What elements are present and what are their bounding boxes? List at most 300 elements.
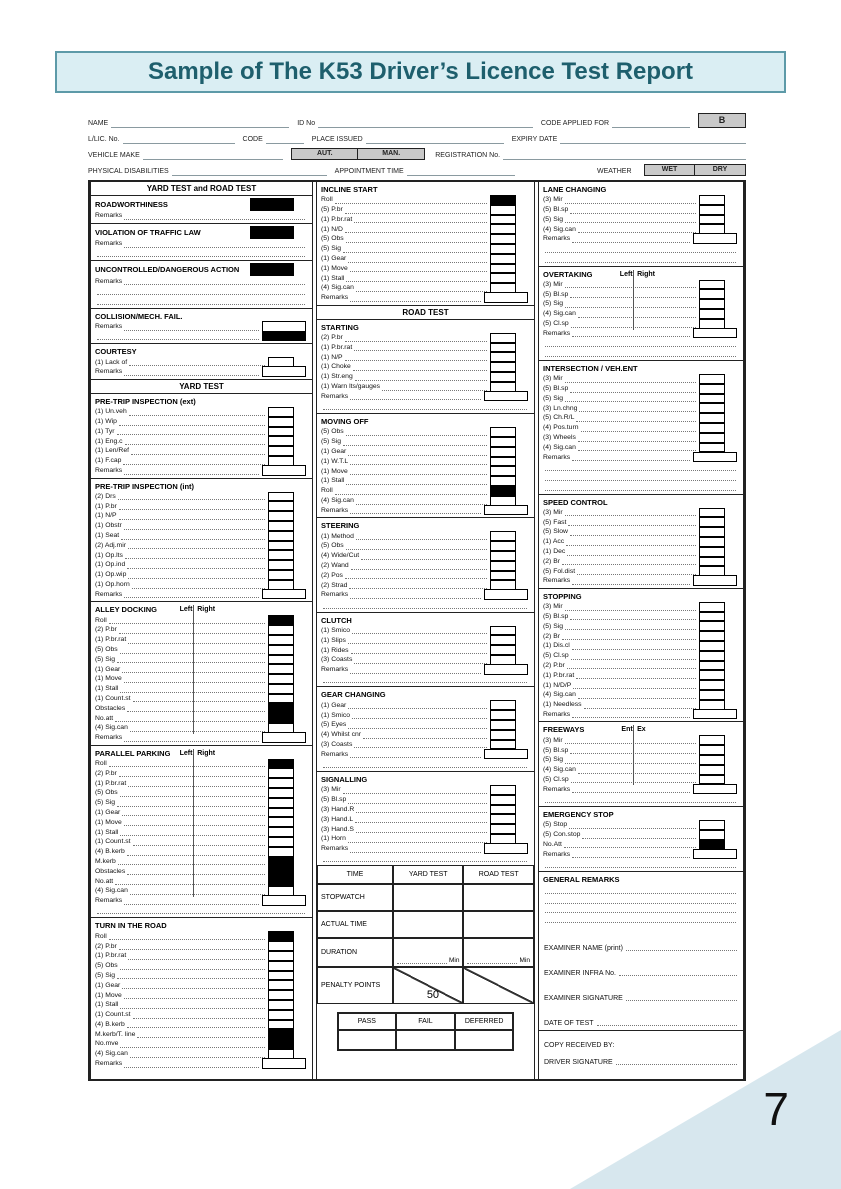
row-label: (5) Obs (321, 542, 344, 550)
section-header-yard-test-and-road-test: YARD TEST and ROAD TEST (91, 182, 312, 196)
section-title-row (95, 346, 308, 357)
row-label: Roll (95, 759, 107, 767)
row-label: Obstacles (95, 704, 126, 712)
dry-box: DRY (694, 164, 746, 176)
dotted-leader (346, 428, 487, 436)
form-row (95, 808, 308, 818)
sub-column-label: Right (197, 749, 216, 757)
section-title: PARALLEL PARKING (95, 748, 171, 758)
dotted-leader (354, 215, 487, 223)
section-roadworthiness (91, 196, 312, 224)
form-row (321, 372, 530, 382)
form-row (543, 472, 739, 482)
form-row (543, 830, 739, 840)
row-label: (1) N/D/P (543, 681, 572, 689)
form-row (543, 547, 739, 557)
row-label: (1) Op.lts (95, 551, 123, 559)
form-row (321, 665, 530, 675)
form-row (543, 517, 739, 527)
score-box (699, 670, 725, 680)
dotted-leader (118, 857, 265, 865)
form-row (95, 501, 308, 511)
dotted-leader (570, 206, 696, 214)
form-row (95, 286, 308, 296)
test-report-form (88, 112, 746, 1081)
row-label: (1) P.br.rat (543, 671, 575, 679)
row-label: (1) Str.eng (321, 373, 353, 381)
score-box (490, 205, 516, 215)
row-label: (1) P.br.rat (95, 952, 127, 960)
code-field (266, 135, 304, 144)
dotted-leader (582, 831, 696, 839)
score-box (268, 645, 294, 655)
row-label: (1) Gear (95, 808, 121, 816)
section-header-yard-test: YARD TEST (91, 380, 312, 394)
score-box (268, 768, 294, 778)
dotted-leader (545, 915, 736, 923)
vehicle-make-label: VEHICLE MAKE (88, 152, 140, 159)
penalty-points-label: PENALTY POINTS (317, 967, 393, 1004)
row-label: Remarks (321, 591, 349, 599)
row-label: (1) Wip (95, 418, 117, 426)
dotted-leader (570, 385, 696, 393)
score-box (699, 745, 725, 755)
expiry-label: EXPIRY DATE (511, 136, 558, 143)
row-label: M.kerb (95, 857, 116, 865)
form-row (321, 205, 530, 215)
score-box (699, 394, 725, 404)
form-row (543, 755, 739, 765)
score-box (268, 492, 294, 502)
dotted-leader (573, 681, 696, 689)
place-issued-field (366, 135, 504, 144)
deferred-header: DEFERRED (455, 1013, 514, 1030)
result-table (337, 1012, 515, 1051)
row-label: (1) Move (321, 264, 348, 272)
road-test-header: ROAD TEST (463, 865, 534, 884)
score-box-filled (268, 857, 294, 867)
score-box (268, 847, 294, 857)
dotted-leader (565, 215, 696, 223)
row-label: (1) Eng.c (95, 437, 123, 445)
row-label: Remarks (95, 897, 123, 905)
actual-time-label: ACTUAL TIME (317, 911, 393, 938)
row-label: (1) Len/Ref (95, 447, 130, 455)
form-row (95, 446, 308, 456)
form-row (321, 234, 530, 244)
score-box (484, 664, 528, 675)
row-label: (1) Smico (321, 626, 351, 634)
row-label: (3) Hand.R (321, 805, 355, 813)
score-box (268, 827, 294, 837)
dotted-leader (349, 581, 487, 589)
form-row (95, 703, 308, 713)
row-label: (1) Stall (321, 274, 345, 282)
score-box (268, 417, 294, 427)
section-title: GEAR CHANGING (321, 690, 386, 700)
score-box-filled (262, 331, 306, 342)
form-row (543, 849, 739, 859)
dotted-leader (133, 838, 265, 846)
score-box (693, 575, 737, 586)
form-row (95, 778, 308, 788)
left-right-divider (193, 749, 195, 897)
appointment-field (407, 167, 515, 176)
row-label: Roll (321, 196, 333, 204)
section-title-row (321, 520, 530, 531)
score-box (490, 626, 516, 636)
row-label: Remarks (321, 506, 349, 514)
form-row (321, 531, 530, 541)
form-row (95, 961, 308, 971)
score-box (268, 625, 294, 635)
dotted-leader (576, 414, 696, 422)
dotted-leader (565, 280, 696, 288)
dotted-leader (348, 721, 487, 729)
section-title: ALLEY DOCKING (95, 605, 157, 615)
transmission-boxes (291, 148, 426, 160)
row-label: Remarks (95, 368, 123, 376)
form-row (95, 615, 308, 625)
row-label: Remarks (95, 277, 123, 285)
duration-unit: Min (519, 957, 530, 965)
form-row (95, 817, 308, 827)
form-row (543, 309, 739, 319)
duration-label: DURATION (317, 938, 393, 967)
form-row (321, 427, 530, 437)
score-box (699, 195, 725, 205)
row-label: (1) Stall (95, 1001, 119, 1009)
dotted-leader (545, 795, 736, 803)
row-label: No.mve (95, 1040, 119, 1048)
score-box (490, 541, 516, 551)
dotted-leader (348, 636, 487, 644)
dotted-leader (125, 551, 265, 559)
penalty-road-cell (463, 967, 534, 1004)
dotted-leader (565, 756, 696, 764)
row-label: (2) Br (543, 557, 560, 565)
form-row (543, 765, 739, 775)
form-row (321, 273, 530, 283)
score-box (699, 602, 725, 612)
row-label: (4) Sig.can (543, 225, 576, 233)
dotted-leader (348, 796, 487, 804)
section-title: STARTING (321, 322, 359, 332)
score-box (268, 1000, 294, 1010)
name-field (111, 119, 289, 128)
row-label: (1) Horn (321, 835, 346, 843)
score-box (490, 710, 516, 720)
row-label: Remarks (95, 240, 123, 248)
score-box (268, 407, 294, 417)
score-box (693, 233, 737, 244)
row-label: Remarks (95, 212, 123, 220)
dotted-leader (353, 363, 487, 371)
score-box (268, 550, 294, 560)
actual-time-yard-cell (393, 911, 464, 938)
name-label: NAME (88, 120, 109, 127)
form-row (95, 857, 308, 867)
penalty-yard-value: 50 (426, 989, 440, 1002)
form-row (95, 931, 308, 941)
dotted-leader (545, 339, 736, 347)
dotted-leader (565, 508, 696, 516)
score-box (484, 292, 528, 303)
form-row (95, 427, 308, 437)
score-box (484, 843, 528, 854)
form-row (95, 694, 308, 704)
form-row (321, 635, 530, 645)
section-steering (317, 518, 534, 612)
row-label: (5) Sig (95, 799, 116, 807)
dotted-leader (361, 552, 487, 560)
form-row (95, 492, 308, 502)
form-row (95, 367, 308, 377)
row-label: (1) Acc (543, 538, 565, 546)
score-box (268, 837, 294, 847)
row-label: Remarks (321, 666, 349, 674)
left-right-divider (633, 725, 635, 785)
section-title: TURN IN THE ROAD (95, 921, 167, 931)
row-label: Remarks (543, 577, 571, 585)
disabilities-field (172, 167, 327, 176)
row-label: (1) Gear (321, 255, 347, 263)
score-box-filled (268, 931, 294, 941)
score-box (699, 527, 725, 537)
dotted-leader (323, 760, 527, 768)
dotted-leader (382, 383, 487, 391)
row-label: (5) Sig (543, 756, 564, 764)
section-overtaking (539, 267, 743, 361)
dotted-leader (565, 394, 696, 402)
score-box (490, 437, 516, 447)
form-row (321, 720, 530, 730)
dotted-leader (117, 799, 265, 807)
score-box (268, 664, 294, 674)
score-box (490, 730, 516, 740)
row-label: (1) Move (321, 467, 348, 475)
dotted-leader (124, 818, 265, 826)
score-box (268, 436, 294, 446)
dotted-leader (578, 434, 696, 442)
score-box (268, 1010, 294, 1020)
section-alley-docking (91, 602, 312, 745)
row-label: (1) Stall (95, 828, 119, 836)
score-box (490, 427, 516, 437)
score-box (490, 645, 516, 655)
pass-header: PASS (338, 1013, 397, 1030)
id-field (318, 119, 533, 128)
section-title-row (95, 263, 308, 276)
row-label: (5) Sig (543, 394, 564, 402)
dotted-leader (343, 786, 487, 794)
appointment-label: APPOINTMENT TIME (334, 168, 404, 175)
dotted-leader (127, 848, 265, 856)
form-row (543, 215, 739, 225)
score-box (484, 749, 528, 760)
dotted-leader (354, 343, 487, 351)
dotted-leader (568, 518, 696, 526)
form-row (95, 655, 308, 665)
id-label: ID No (297, 120, 316, 127)
form-row (321, 362, 530, 372)
dotted-leader (363, 731, 487, 739)
form-row (543, 680, 739, 690)
dotted-leader (137, 1030, 265, 1038)
form-row (95, 1010, 308, 1020)
form-row (543, 403, 739, 413)
form-row (95, 296, 308, 306)
expiry-field (560, 135, 746, 144)
form-row (321, 571, 530, 581)
score-box (268, 511, 294, 521)
score-box (262, 895, 306, 906)
llic-label: L/LIC. No. (88, 136, 120, 143)
section-title: COLLISION/MECH. FAIL. (95, 311, 183, 321)
row-label: No.Att (543, 840, 562, 848)
form-row (321, 333, 530, 343)
dotted-leader (346, 542, 487, 550)
form-row (543, 928, 739, 953)
section-title: STOPPING (543, 591, 582, 601)
dotted-leader (124, 522, 265, 530)
row-label: (5) Obs (95, 646, 118, 653)
form-row (543, 735, 739, 745)
sub-column-label: Ex (637, 726, 646, 734)
yard-test-header: YARD TEST (393, 865, 464, 884)
row-label: (5) Fol.dist (543, 567, 576, 575)
form-row (543, 885, 739, 895)
score-box (262, 366, 306, 377)
row-label: (4) B.kerb (95, 848, 125, 856)
dotted-leader (565, 196, 696, 204)
dotted-leader (545, 463, 736, 471)
score-box (268, 961, 294, 971)
dotted-leader (578, 443, 696, 451)
row-label: (3) Mir (543, 736, 563, 744)
score-box (699, 508, 725, 518)
form-row (543, 690, 739, 700)
form-row (95, 664, 308, 674)
form-row (95, 941, 308, 951)
section-title-row (543, 874, 739, 885)
row-label: (5) P.br (321, 206, 343, 214)
form-row (543, 508, 739, 518)
section-title-row (543, 363, 739, 374)
score-box (268, 808, 294, 818)
dotted-leader (345, 571, 487, 579)
form-row (543, 482, 739, 492)
dotted-leader (323, 601, 527, 609)
fail-cell (396, 1030, 455, 1050)
score-box (490, 244, 516, 254)
row-label: (4) Sig.can (543, 766, 576, 774)
form-row (543, 820, 739, 830)
form-row (321, 749, 530, 759)
dotted-leader (335, 196, 487, 204)
form-row (95, 417, 308, 427)
dotted-leader (132, 581, 265, 589)
score-box (699, 735, 725, 745)
time-table (317, 865, 534, 1004)
section-title-row (543, 591, 739, 602)
dotted-leader (350, 294, 481, 302)
row-label: (3) Mir (543, 375, 563, 383)
row-label: Remarks (95, 590, 123, 598)
wet-box: WET (644, 164, 696, 176)
dotted-leader (130, 1050, 265, 1058)
row-label: Remarks (543, 850, 571, 858)
form-row (321, 506, 530, 516)
score-box (699, 374, 725, 384)
form-row (543, 1050, 739, 1067)
row-label: (5) Fast (543, 518, 567, 526)
row-label: (4) Sig.can (543, 691, 576, 699)
dotted-leader (346, 235, 487, 243)
form-row (543, 423, 739, 433)
section-clutch (317, 613, 534, 688)
section-turn-in-the-road (91, 918, 312, 1070)
section-title: MOVING OFF (321, 417, 369, 427)
score-box (699, 680, 725, 690)
section-title-row (543, 724, 739, 735)
dotted-leader (616, 1058, 737, 1065)
dotted-leader (578, 691, 696, 699)
score-box (262, 589, 306, 600)
section-speed-control (539, 495, 743, 589)
row-label: Roll (95, 616, 107, 624)
row-label: No.att (95, 877, 114, 885)
row-label: (1) Rides (321, 646, 349, 654)
dotted-leader (119, 418, 265, 426)
row-label: (1) W.T.L (321, 457, 349, 465)
dotted-leader (345, 225, 487, 233)
row-label: (4) Wide/Cut (321, 552, 360, 560)
row-label: Remarks (543, 710, 571, 718)
score-box (693, 849, 737, 860)
dotted-leader (109, 616, 265, 624)
row-label: (3) Hand.S (321, 825, 354, 833)
column-right (538, 182, 744, 1079)
form-row (543, 953, 739, 978)
score-box-filled (268, 866, 294, 876)
dotted-leader (115, 714, 265, 722)
dotted-leader (572, 577, 690, 585)
row-label: (4) Pos.turn (543, 424, 579, 432)
row-label: (4) Sig.can (543, 310, 576, 318)
form-row (543, 794, 739, 804)
dotted-leader (129, 358, 265, 366)
dotted-leader (545, 896, 736, 904)
form-row (95, 1020, 308, 1030)
score-box (699, 547, 725, 557)
row-label: (4) Whilst cnr (321, 731, 362, 739)
dotted-leader (343, 438, 487, 446)
row-label: (5) Bl.sp (543, 746, 569, 754)
score-box (699, 289, 725, 299)
dotted-leader (119, 942, 265, 950)
dotted-leader (351, 646, 487, 654)
form-row (95, 971, 308, 981)
dotted-leader (565, 300, 696, 308)
form-row (543, 374, 739, 384)
dotted-leader (117, 971, 265, 979)
row-label: Remarks (321, 750, 349, 758)
form-row (321, 805, 530, 815)
form-row (95, 768, 308, 778)
form-row (543, 670, 739, 680)
score-box (699, 765, 725, 775)
